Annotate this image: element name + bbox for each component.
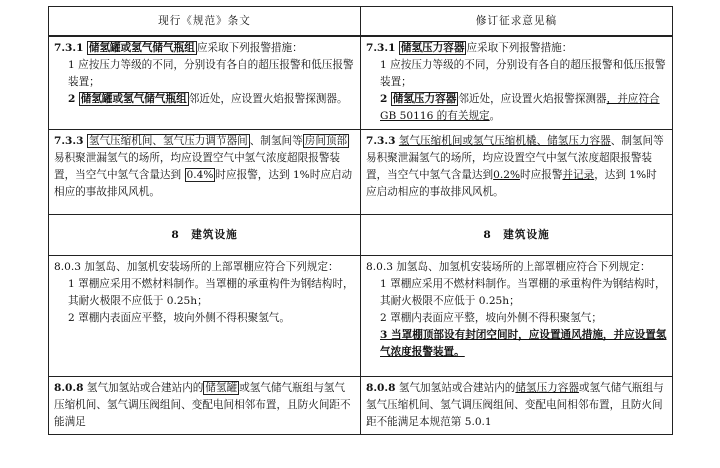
clause-8-0-3-revised (361, 256, 673, 377)
section-heading-current: 8 建筑设施 (49, 215, 361, 256)
underlined-addition: 并记录 (562, 169, 595, 181)
table-row (49, 256, 673, 377)
clause-text: 应采取下列报警措施： (466, 42, 573, 54)
clause-7-3-1-revised (361, 36, 673, 130)
list-item: 2 罩棚内表面应平整，坡向外侧不得积聚氢气。 (68, 312, 290, 324)
highlight-box: 储氢压力容器 (392, 93, 457, 105)
highlight-box: 0.4% (186, 169, 214, 181)
underlined-addition: 3 当罩棚顶部设有封闭空间时，应设置通风措施，并应设置氢气浓度报警装置。 (380, 329, 667, 358)
list-item: 1 罩棚应采用不燃材料制作。当罩棚的承重构件为钢结构时，其耐火极限不应低于 0.25h； (380, 278, 666, 307)
clause-number: 7.3.3 (54, 135, 84, 147)
highlight-box: 储氢压力容器 (400, 42, 465, 54)
highlight-box: 储氢罐或氢气储气瓶组 (80, 93, 187, 105)
clause-text: 应采取下列报警措施： (196, 42, 303, 54)
underlined-addition: 储氢压力容器 (515, 382, 579, 394)
list-item: 2 罩棚内表面应平整，坡向外侧不得积聚氢气； (380, 312, 602, 324)
list-item: 1 应按压力等级的不同，分别设有各自的超压报警和低压报警装置； (380, 59, 666, 88)
clause-8-0-8-revised: 8.0.8 氢气加氢站或合建站内的储氢压力容器或氢气储气瓶组与氢气压缩机间、氢气调压阀组间、变配电间相邻布置，且防火间距不能满足本规范第 5.0.1 (361, 377, 673, 435)
clause-number: 7.3.1 (54, 42, 84, 54)
underlined-addition: ，并应符合 GB 50116 的有关规定 (380, 93, 660, 122)
clause-8-0-3-current (49, 256, 361, 377)
header-revision-draft: 修订征求意见稿 (361, 7, 673, 37)
clause-7-3-3-revised: 7.3.3 氢气压缩机间或氢气压缩机橇、储氢压力容器、制氢间等易积聚泄漏氢气的场所，均应设置空气中氢气浓度超限报警装置，当空气中氢气含量达到0.2%时应报警并记录，达到 1%时应启动相应的事故排风风机。 (361, 130, 673, 215)
highlight-box: 储氢罐 (205, 382, 238, 394)
clause-text: 8.0.3 加氢岛、加氢机安装场所的上部罩棚应符合下列规定： (54, 261, 339, 273)
list-item: 1 应按压力等级的不同，分别设有各自的超压报警和低压报警装置； (68, 59, 354, 88)
table-row (49, 36, 673, 130)
clause-number: 7.3.1 (366, 42, 396, 54)
table-row (49, 377, 673, 435)
highlight-box: 氢气压缩机间、氢气压力调节器间 (88, 135, 248, 147)
header-current-clause: 现行《规范》条文 (49, 7, 361, 37)
highlight-box: 储氢罐或氢气储气瓶组 (88, 42, 195, 54)
section-heading-row (49, 215, 673, 256)
clause-number: 7.3.3 (366, 135, 396, 147)
list-item: 2 储氢压力容器 邻近处，应设置火焰报警探测器，并应符合 GB 50116 的有关规定。 (380, 93, 660, 122)
clause-number: 8.0.8 (54, 382, 84, 394)
clause-text: 8.0.3 加氢岛、加氢机安装场所的上部罩棚应符合下列规定： (366, 261, 651, 273)
section-heading-revised: 8 建筑设施 (361, 215, 673, 256)
list-item: 1 罩棚应采用不燃材料制作。当罩棚的承重构件为钢结构时，其耐火极限不应低于 0.25h； (68, 278, 354, 307)
highlight-box: 房间顶部 (304, 135, 348, 147)
clause-number: 8.0.8 (366, 382, 396, 394)
clause-8-0-8-current: 8.0.8 氢气加氢站或合建站内的 储氢罐 或氢气储气瓶组与氢气压缩机间、氢气调压阀组间、变配电间相邻布置，且防火间距不能满足 (49, 377, 361, 435)
underlined-addition: 氢气压缩机间或氢气压缩机橇、储氢压力容器 (398, 135, 611, 147)
underlined-addition: 0.2% (493, 169, 521, 181)
comparison-table (48, 6, 673, 435)
table-row (49, 130, 673, 215)
list-item: 2 储氢罐或氢气储气瓶组 邻近处，应设置火焰报警探测器。 (68, 93, 348, 105)
clause-7-3-1-current (49, 36, 361, 130)
clause-7-3-3-current: 7.3.3 氢气压缩机间、氢气压力调节器间 、制氢间等 房间顶部易积聚泄漏氢气的场所，均应设置空气中氢气浓度超限报警装置，当空气中氢气含量达到 0.4% 时应报警，达到 1%时应启动相应的事故排风风机。 (49, 130, 361, 215)
table-header-row (49, 7, 673, 37)
